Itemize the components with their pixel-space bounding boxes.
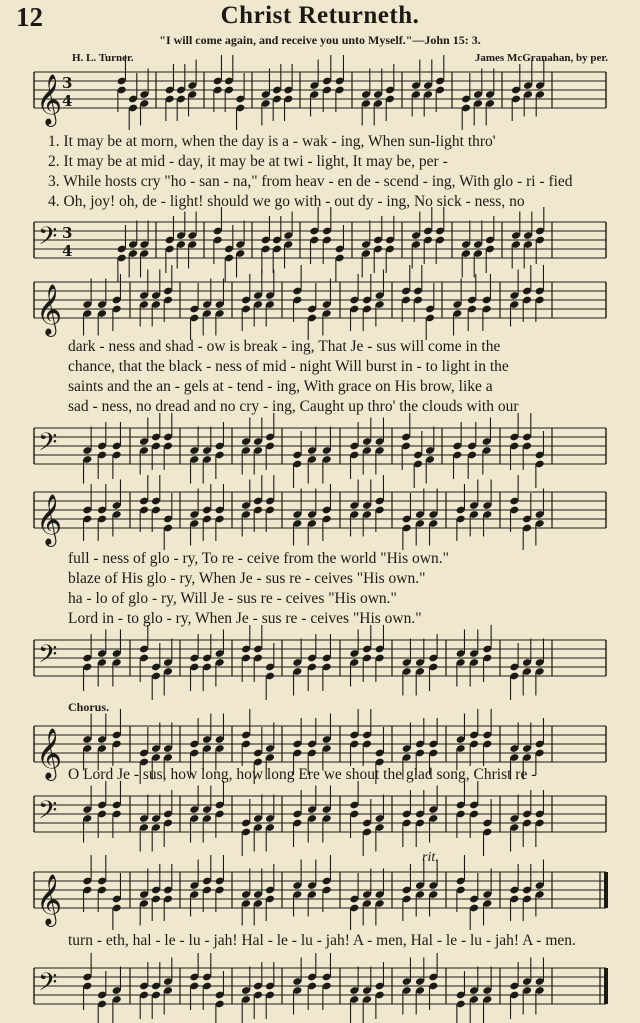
time-signature-bottom: 4 [62, 92, 73, 110]
lyric-line-verse-4: sad - ness, no dread and no cry - ing, Caught up thro' the clouds with our [68, 398, 519, 415]
hymn-title: Christ Returneth. [220, 2, 420, 29]
lyric-line-verse-3: saints and the an - gels at - tend - ing, With grace on His brow, like a [68, 378, 493, 395]
bass-clef-icon: 𝄢 [38, 222, 58, 257]
lyric-line-verse-3: 3. While hosts cry "ho - san - na," from heav - en de - scend - ing, With glo - ri - fied [48, 173, 573, 190]
bass-clef-icon: 𝄢 [38, 428, 58, 463]
composer-credit: James McGranahan, by per. [474, 52, 608, 64]
bass-clef-icon: 𝄢 [38, 968, 58, 1003]
time-signature-bottom: 4 [62, 242, 73, 260]
lyric-line-verse-4: 4. Oh, joy! oh, de - light! should we go with - out dy - ing, No sick - ness, no [48, 193, 525, 210]
lyric-line-verse-2: blaze of His glo - ry, When Je - sus re - ceives "His own." [68, 570, 426, 587]
lyric-line-verse-1: 1. It may be at morn, when the day is a - wak - ing, When sun-light thro' [48, 133, 496, 150]
chorus-label: Chorus. [68, 700, 110, 714]
treble-clef-icon: 𝄞 [36, 494, 63, 545]
treble-clef-icon: 𝄞 [36, 74, 63, 125]
scripture-epigraph: "I will come again, and receive you unto Myself."—John 15: 3. [159, 33, 481, 47]
lyric-line-chorus-1: O Lord Je - sus, how long, how long Ere we shout the glad song, Christ re - [68, 766, 537, 783]
bass-clef-icon: 𝄢 [38, 640, 58, 675]
lyric-line-verse-2: chance, that the black - ness of mid - night Will burst in - to light in the [68, 358, 509, 375]
treble-clef-icon: 𝄞 [36, 728, 63, 779]
ritardando-mark: rit. [422, 850, 439, 865]
time-signature-top: 3 [62, 224, 73, 242]
bass-clef-icon: 𝄢 [38, 796, 58, 831]
lyric-line-verse-1: full - ness of glo - ry, To re - ceive from the world "His own." [68, 550, 449, 567]
lyric-line-chorus-2: turn - eth, hal - le - lu - jah! Hal - le - lu - jah! A - men, Hal - le - lu - jah! A - men. [68, 932, 576, 949]
hymn-number: 12 [16, 2, 43, 32]
lyric-line-verse-2: 2. It may be at mid - day, it may be at twi - light, It may be, per - [48, 153, 448, 170]
time-signature-top: 3 [62, 74, 73, 92]
lyric-line-verse-4: Lord in - to glo - ry, When Je - sus re - ceives "His own." [68, 610, 422, 627]
treble-clef-icon: 𝄞 [36, 284, 63, 335]
lyric-line-verse-1: dark - ness and shad - ow is break - ing, That Je - sus will come in the [68, 338, 501, 355]
lyricist-credit: H. L. Turner. [72, 52, 134, 64]
lyric-line-verse-3: ha - lo of glo - ry, Will Je - sus re - ceives "His own." [68, 590, 397, 607]
treble-clef-icon: 𝄞 [36, 874, 63, 925]
